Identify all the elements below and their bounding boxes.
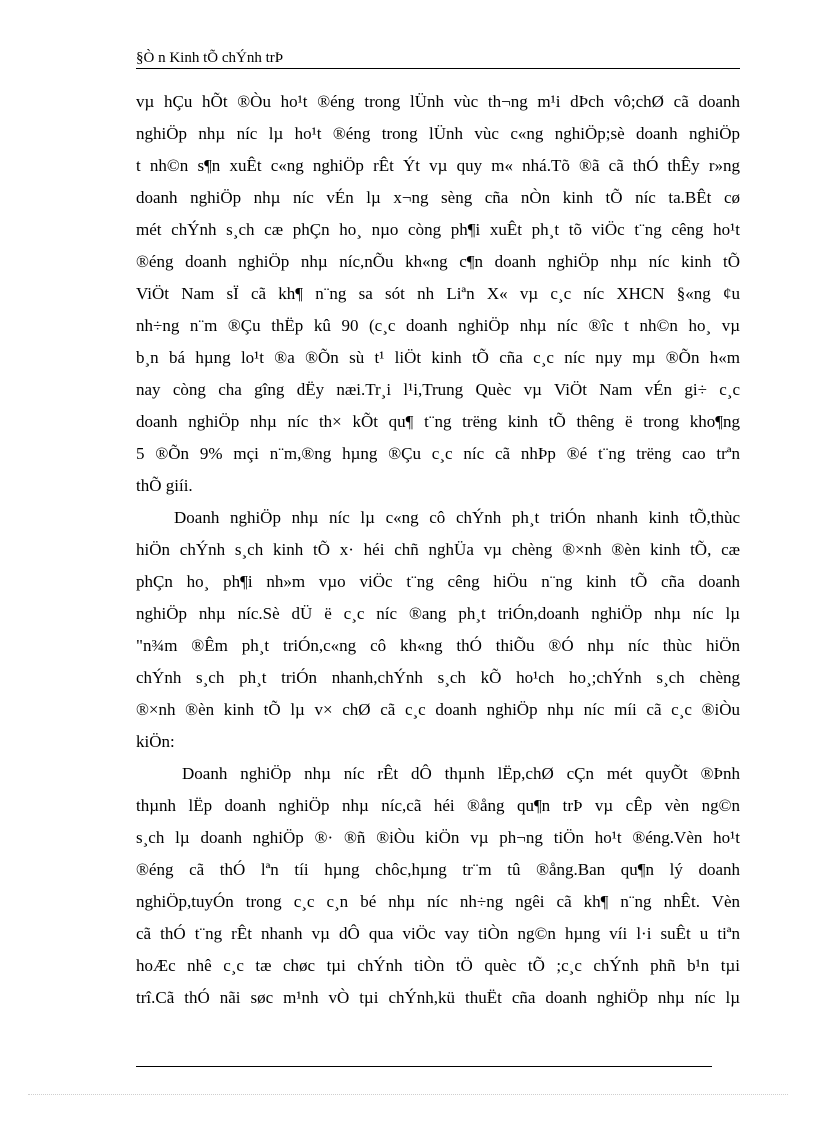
- paragraph-line: phÇn ho¸ ph¶i nh»m vµo viÖc t¨ng cêng hiÖu n¨ng kinh tÕ cña doanh: [136, 572, 740, 591]
- paragraph-line: trî.Cã thÓ nãi søc m¹nh vÒ tµi chÝnh,kü thuËt cña doanh nghiÖp nhµ níc lµ: [136, 988, 740, 1007]
- paragraph-line: Doanh nghiÖp nhµ níc lµ c«ng cô chÝnh ph¸t triÓn nhanh kinh tÕ,thùc: [174, 508, 740, 527]
- paragraph-line: vµ hÇu hÕt ®Òu ho¹t ®éng trong lÜnh vùc th¬ng m¹i dÞch vô;chØ cã doanh: [136, 92, 740, 111]
- header-divider: [136, 68, 740, 69]
- paragraph-line: hiÖn chÝnh s¸ch kinh tÕ x· héi chñ nghÜa vµ chèng ®×nh ®èn kinh tÕ, cæ: [136, 540, 740, 559]
- page-header-title: §Ò n Kinh tÕ chÝnh trÞ: [136, 50, 284, 66]
- paragraph-line: doanh nghiÖp nhµ níc th× kÕt qu¶ t¨ng trëng kinh tÕ thêng ë trong kho¶ng: [136, 412, 740, 431]
- paragraph-line: ®×nh ®èn kinh tÕ lµ v× chØ cã c¸c doanh nghiÖp nhµ níc míi cã c¸c ®iÒu: [136, 700, 740, 719]
- paragraph: [136, 86, 740, 502]
- paragraph-line: nay còng cha gîng dËy næi.Tr¸i l¹i,Trung Quèc vµ ViÖt Nam vÉn gi÷ c¸c: [136, 380, 740, 399]
- paragraph-line: hoÆc nhê c¸c tæ chøc tµi chÝnh tiÒn tÖ quèc tÕ ;c¸c chÝnh phñ b¹n tµi: [136, 956, 740, 975]
- footer-divider: [136, 1066, 712, 1067]
- paragraph-line: t nh©n s¶n xuÊt c«ng nghiÖp rÊt Ýt vµ quy m« nhá.Tõ ®ã cã thÓ thÊy r»ng: [136, 156, 740, 175]
- document-body: [136, 86, 740, 1014]
- paragraph-line: ®éng doanh nghiÖp nhµ níc,nÕu kh«ng c¶n doanh nghiÖp nhµ níc kinh tÕ: [136, 252, 740, 271]
- page-edge-divider: [28, 1094, 788, 1095]
- paragraph: [136, 502, 740, 758]
- paragraph-line: thÕ giíi.: [136, 476, 193, 495]
- paragraph-line: kiÖn:: [136, 732, 175, 751]
- paragraph-line: nghiÖp,tuyÓn trong c¸c c¸n bé nhµ níc nh÷ng ngêi cã kh¶ n¨ng nhÊt. Vèn: [136, 892, 740, 911]
- paragraph-line: "n¾m ®Êm ph¸t triÓn,c«ng cô kh«ng thÓ thiÕu ®Ó nhµ níc thùc hiÖn: [136, 636, 740, 655]
- paragraph-line: 5 ®Õn 9% mçi n¨m,®ng hµng ®Çu c¸c níc cã nhÞp ®é t¨ng trëng cao trªn: [136, 444, 740, 463]
- paragraph-line: ®éng cã thÓ lªn tíi hµng chôc,hµng tr¨m tû ®ång.Ban qu¶n lý doanh: [136, 860, 740, 879]
- paragraph-line: mét chÝnh s¸ch cæ phÇn ho¸ nµo còng ph¶i xuÊt ph¸t tõ viÖc t¨ng cêng ho¹t: [136, 220, 740, 239]
- paragraph-line: thµnh lËp doanh nghiÖp nhµ níc,cã héi ®ång qu¶n trÞ vµ cÊp vèn ng©n: [136, 796, 740, 815]
- paragraph-line: s¸ch lµ doanh nghiÖp ®· ®ñ ®iÒu kiÖn vµ ph¬ng tiÖn ho¹t ®éng.Vèn ho¹t: [136, 828, 740, 847]
- paragraph-line: Doanh nghiÖp nhµ níc rÊt dÔ thµnh lËp,chØ cÇn mét quyÕt ®Þnh: [182, 764, 740, 783]
- paragraph-line: nh÷ng n¨m ®Çu thËp kû 90 (c¸c doanh nghiÖp nhµ níc ®îc t nh©n ho¸ vµ: [136, 316, 740, 335]
- paragraph-line: ViÖt Nam sÏ cã kh¶ n¨ng sa sót nh Liªn X« vµ c¸c níc XHCN §«ng ¢u: [136, 284, 740, 303]
- paragraph-line: cã thÓ t¨ng rÊt nhanh vµ dÔ qua viÖc vay tiÒn ng©n hµng víi l·i suÊt u tiªn: [136, 924, 740, 943]
- paragraph-line: chÝnh s¸ch ph¸t triÓn nhanh,chÝnh s¸ch kÕ ho¹ch ho¸;chÝnh s¸ch chèng: [136, 668, 740, 687]
- paragraph-line: nghiÖp nhµ níc lµ ho¹t ®éng trong lÜnh vùc c«ng nghiÖp;sè doanh nghiÖp: [136, 124, 740, 143]
- paragraph-line: b¸n bá hµng lo¹t ®a ®Õn sù t¹ liÖt kinh tÕ cña c¸c níc nµy mµ ®Õn h«m: [136, 348, 740, 367]
- paragraph-line: nghiÖp nhµ níc.Sè dÜ ë c¸c níc ®ang ph¸t triÓn,doanh nghiÖp nhµ níc lµ: [136, 604, 740, 623]
- paragraph-line: doanh nghiÖp nhµ níc vÉn lµ x¬ng sèng cña nÒn kinh tÕ níc ta.BÊt cø: [136, 188, 740, 207]
- paragraph: [136, 758, 740, 1014]
